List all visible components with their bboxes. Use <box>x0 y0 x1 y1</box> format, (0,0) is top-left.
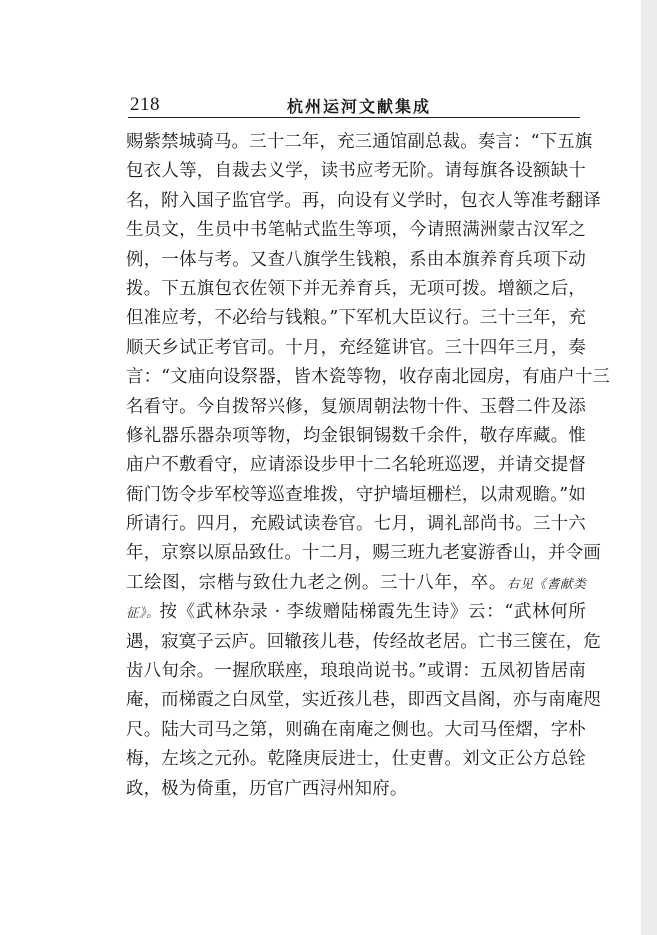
text-line: 顺天乡试正考官司。十月，充经筵讲官。三十四年三月，奏 <box>126 337 586 358</box>
text-line: 年，京察以原品致仕。十二月，赐三班九老宴游香山，并令画 <box>126 543 601 564</box>
text-line: 梅，左垓之元孙。乾隆庚辰进士，仕吏曹。刘文正公方总铨 <box>126 749 586 770</box>
text-segment: 按《武林杂录 · 李绂赠陆梯霞先生诗》云：“武林何所 <box>159 602 586 623</box>
text-line: 名，附入国子监官学。再，向设有义学时，包衣人等准考翻译 <box>126 190 601 211</box>
source-note: 右见《耆献类 <box>507 575 586 591</box>
text-line-last: 政，极为倚重，历官广西浔州知府。 <box>126 778 408 799</box>
text-line: 所请行。四月，充殿试读卷官。七月，调礼部尚书。三十六 <box>126 514 586 535</box>
text-line: 拨。下五旗包衣佐领下并无养育兵，无项可拨。增额之后， <box>126 278 586 299</box>
text-line: 但准应考，不必给与钱粮。”下军机大臣议行。三十三年，充 <box>126 308 586 329</box>
body-text <box>126 128 611 804</box>
text-line: 名看守。今自拨帑兴修，复颁周朝法物十件、玉磬二件及添 <box>126 396 586 417</box>
running-title: 杭州运河文献集成 <box>286 97 431 116</box>
text-line-with-note <box>126 598 586 627</box>
text-segment: 工绘图，宗楷与致仕九老之例。三十八年，卒。 <box>126 572 508 593</box>
text-line: 齿八旬余。一握欣联座，琅琅尚说书。”或谓：五凤初皆居南 <box>126 661 586 682</box>
text-line: 例，一体与考。又查八旗学生钱粮，系由本旗养育兵项下动 <box>126 249 586 270</box>
text-line: 包衣人等，自裁去义学，读书应考无阶。请每旗各设额缺十 <box>126 161 586 182</box>
text-line: 尺。陆大司马之第，则确在南庵之侧也。大司马侄熠，字朴 <box>126 719 586 740</box>
text-line: 遇，寂寞子云庐。回辙孩儿巷，传经故老居。亡书三箧在，危 <box>126 631 601 652</box>
page-edge <box>641 0 657 935</box>
text-line: 庙户不敷看守，应请添设步甲十二名轮班巡逻，并请交提督 <box>126 455 586 476</box>
page-number: 218 <box>130 94 160 115</box>
text-line: 赐紫禁城骑马。三十二年，充三通馆副总裁。奏言：“下五旗 <box>126 132 593 152</box>
source-note: 征》。 <box>126 605 160 621</box>
text-line: 修礼器乐器杂项等物，均金银铜锡数千余件，敬存库藏。惟 <box>126 425 586 446</box>
text-line: 言：“文庙向设祭器，皆木瓷等物，收存南北园房，有庙户十三 <box>126 367 611 388</box>
text-line: 庵，而梯霞之白凤堂，实近孩儿巷，即西文昌阁，亦与南庵咫 <box>126 690 601 711</box>
text-line: 衙门饬令步军校等巡查堆拨，守护墙垣栅栏，以肃观瞻。”如 <box>126 484 586 505</box>
page-header <box>128 92 584 118</box>
text-line-with-note <box>126 569 586 598</box>
text-line: 生员文，生员中书笔帖式监生等项，今请照满洲蒙古汉军之 <box>126 220 586 241</box>
header-rule <box>128 117 580 118</box>
